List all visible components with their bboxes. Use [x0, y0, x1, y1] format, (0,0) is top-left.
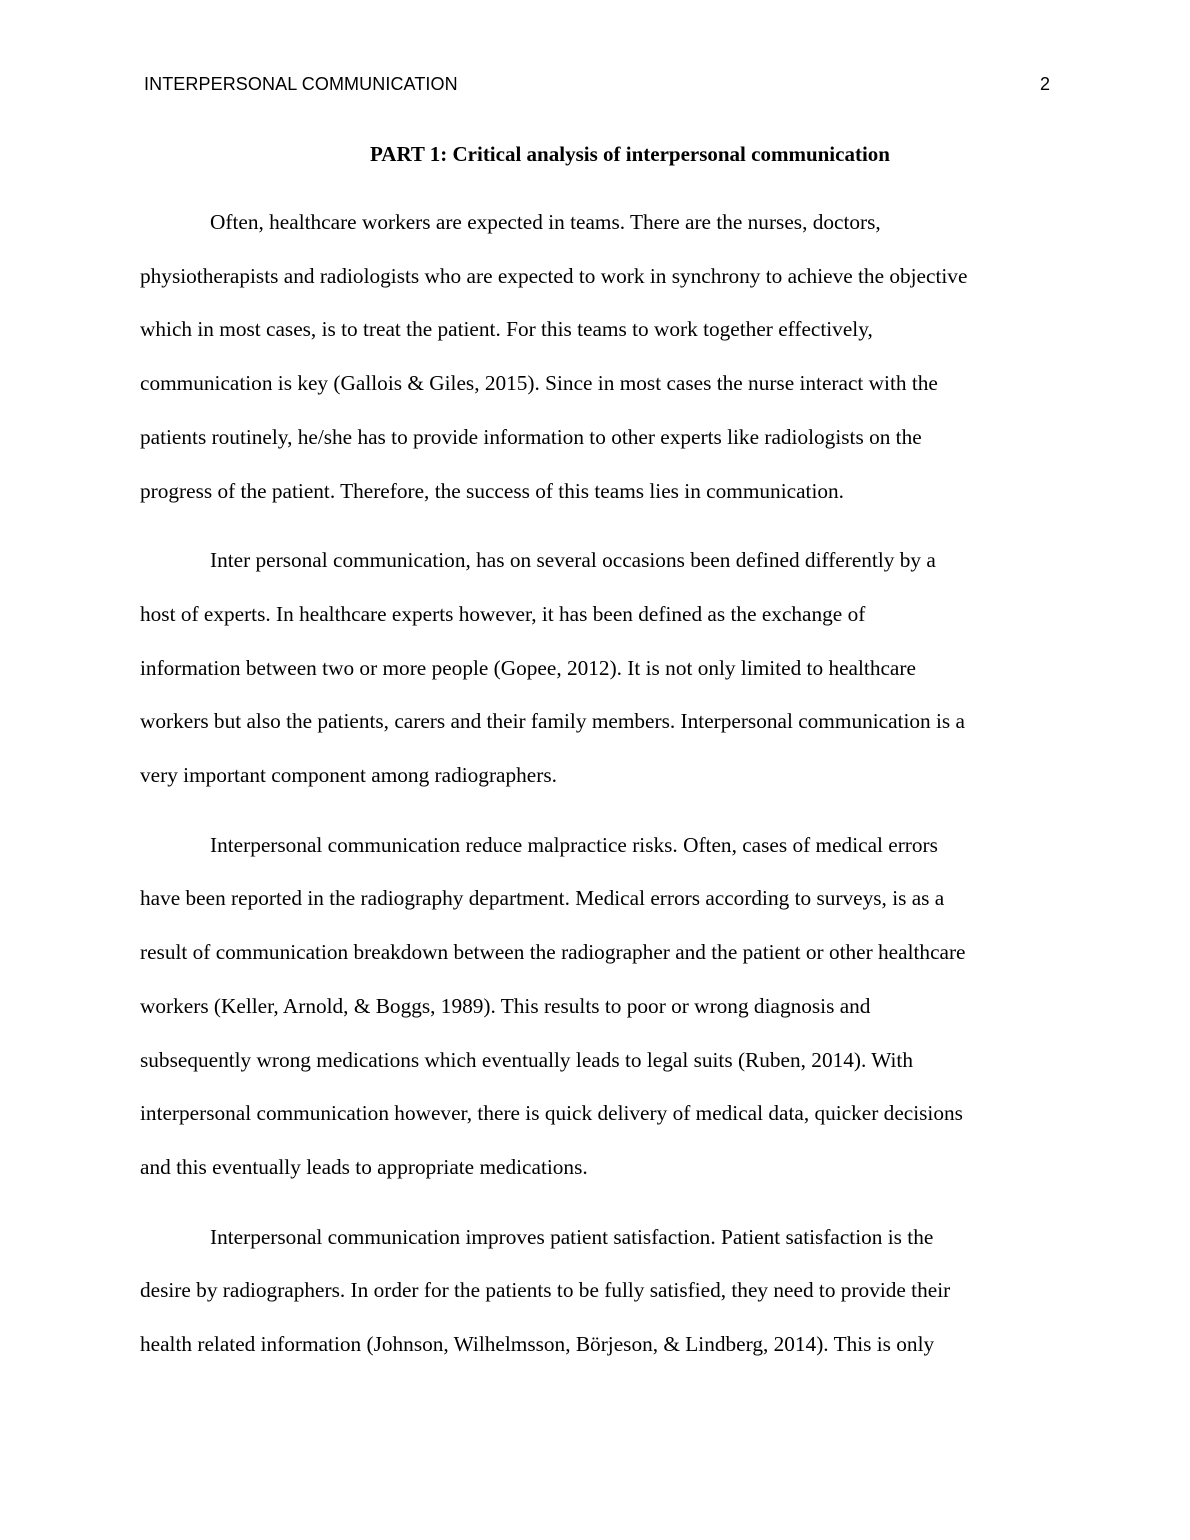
paragraph-line: very important component among radiographers. [140, 763, 557, 788]
paragraph-line: result of communication breakdown between the radiographer and the patient or other healthcare [140, 940, 966, 965]
paragraph-line: desire by radiographers. In order for the patients to be fully satisfied, they need to provide their [140, 1278, 951, 1303]
paragraph-line: information between two or more people (Gopee, 2012). It is not only limited to healthcare [140, 655, 916, 680]
paragraph-line: and this eventually leads to appropriate medications. [140, 1154, 588, 1179]
paragraph-2 [140, 534, 1050, 803]
section-heading: PART 1: Critical analysis of interpersonal communication [370, 142, 890, 166]
paragraph-line: have been reported in the radiography department. Medical errors according to surveys, is as a [140, 886, 945, 911]
paragraph-line: host of experts. In healthcare experts however, it has been defined as the exchange of [140, 601, 866, 626]
paragraph-line: health related information (Johnson, Wilhelmsson, Börjeson, & Lindberg, 2014). This is only [140, 1332, 935, 1357]
paragraph-line: Often, healthcare workers are expected in teams. There are the nurses, doctors, [210, 210, 881, 234]
paragraph-line: communication is key (Gallois & Giles, 2015). Since in most cases the nurse interact with the [140, 371, 938, 396]
page-number: 2 [1039, 74, 1050, 94]
body-text [140, 196, 1050, 1388]
paragraph-line: subsequently wrong medications which eventually leads to legal suits (Ruben, 2014). With [140, 1047, 913, 1072]
paragraph-3 [140, 819, 1050, 1195]
paragraph-4 [140, 1211, 1050, 1372]
paragraph-line: which in most cases, is to treat the patient. For this teams to work together effectively, [140, 317, 873, 342]
paragraph-line: Inter personal communication, has on several occasions been defined differently by a [210, 548, 936, 573]
paragraph-line: interpersonal communication however, there is quick delivery of medical data, quicker decisions [140, 1101, 963, 1126]
paragraph-line: workers (Keller, Arnold, & Boggs, 1989). This results to poor or wrong diagnosis and [140, 993, 871, 1018]
paragraph-line: progress of the patient. Therefore, the success of this teams lies in communication. [140, 478, 844, 503]
paragraph-line: Interpersonal communication reduce malpractice risks. Often, cases of medical errors [210, 832, 938, 857]
paragraph-line: physiotherapists and radiologists who are expected to work in synchrony to achieve the objective [140, 263, 968, 288]
paragraph-line: workers but also the patients, carers and their family members. Interpersonal communication is a [140, 709, 965, 734]
paragraph-line: patients routinely, he/she has to provide information to other experts like radiologists on the [140, 424, 922, 449]
paragraph-line: Interpersonal communication improves patient satisfaction. Patient satisfaction is the [210, 1224, 934, 1249]
running-head: INTERPERSONAL COMMUNICATION [144, 74, 458, 94]
paragraph-1 [140, 196, 1050, 518]
